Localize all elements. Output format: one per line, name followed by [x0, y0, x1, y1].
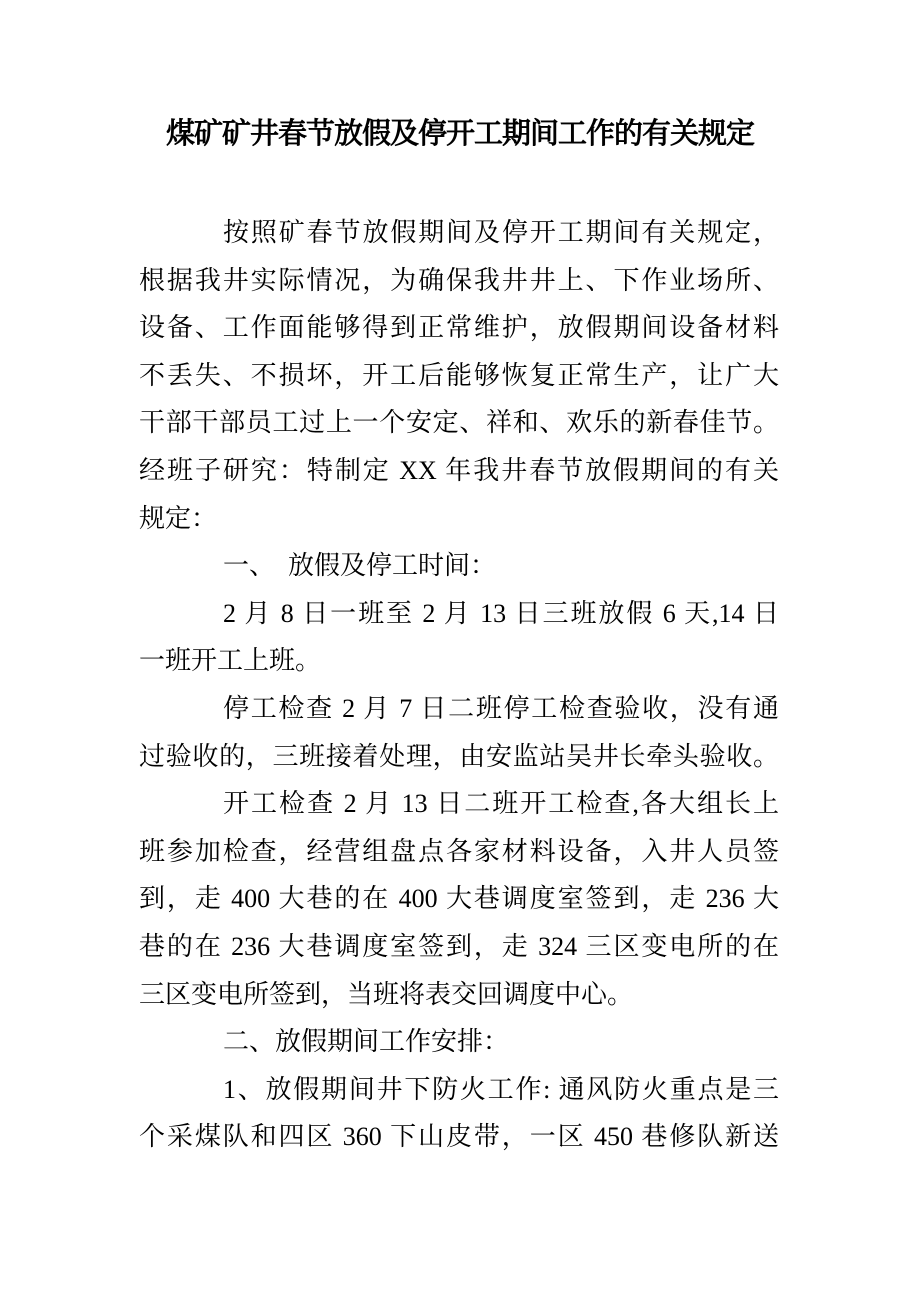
document-title: 煤矿矿井春节放假及停开工期间工作的有关规定: [165, 118, 754, 150]
document-line: 过验收的，三班接着处理，由安监站吴井长牵头验收。: [139, 741, 779, 771]
document-line: 二、放假期间工作安排：: [223, 1027, 510, 1057]
document-line: 1、放假期间井下防火工作: 通风防火重点是三: [223, 1074, 779, 1104]
document-line: 到，走 400 大巷的在 400 大巷调度室签到，走 236 大: [139, 884, 779, 914]
document-line: 不丢失、不损坏，开工后能够恢复正常生产，让广大: [139, 360, 779, 390]
document-body: [139, 209, 779, 1161]
document-line: 按照矿春节放假期间及停开工期间有关规定，: [223, 218, 779, 247]
document-line: 一、 放假及停工时间：: [223, 551, 497, 581]
document-line: 根据我井实际情况，为确保我井井上、下作业场所、: [139, 265, 779, 295]
document-line: 经班子研究：特制定 XX 年我井春节放假期间的有关: [139, 455, 779, 485]
document-line: 巷的在 236 大巷调度室签到，走 324 三区变电所的在: [139, 931, 779, 961]
document-line: 规定：: [139, 503, 218, 533]
document-line: 个采煤队和四区 360 下山皮带，一区 450 巷修队新送: [139, 1122, 779, 1152]
document-line: 干部干部员工过上一个安定、祥和、欢乐的新春佳节。: [139, 408, 779, 438]
document-line: 班参加检查，经营组盘点各家材料设备，入井人员签: [139, 836, 779, 866]
document-line: 一班开工上班。: [139, 646, 322, 676]
document-line: 2 月 8 日一班至 2 月 13 日三班放假 6 天,14 日: [223, 598, 779, 628]
document-line: 停工检查 2 月 7 日二班停工检查验收，没有通: [223, 693, 779, 723]
document-line: 三区变电所签到，当班将表交回调度中心。: [139, 979, 634, 1009]
document-line: 设备、工作面能够得到正常维护，放假期间设备材料: [139, 313, 779, 343]
document-line: 开工检查 2 月 13 日二班开工检查,各大组长上: [223, 789, 779, 819]
